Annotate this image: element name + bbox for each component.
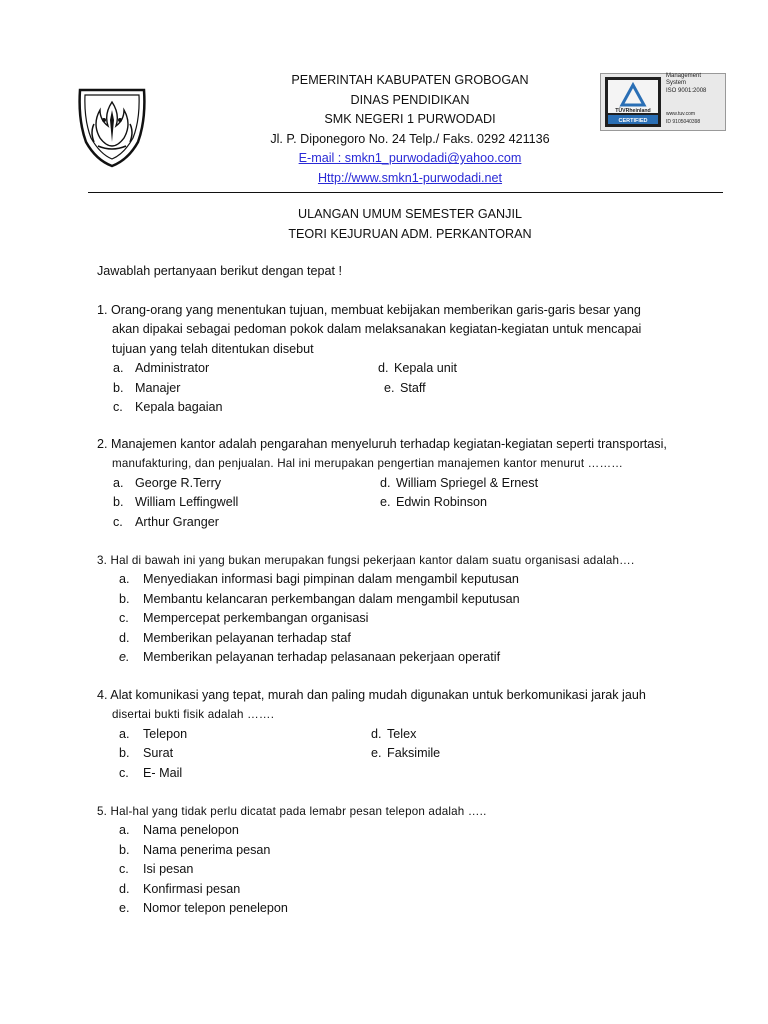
option-d[interactable] — [380, 474, 539, 493]
option-row — [97, 821, 723, 840]
option-letter: b. — [113, 495, 124, 510]
option-row — [97, 725, 723, 744]
option-text: Arthur Granger — [135, 514, 219, 529]
option-text: George R.Terry — [135, 475, 222, 490]
option-a[interactable] — [113, 474, 222, 493]
question-stem-cont: akan dipakai sebagai pedoman pokok dalam melaksanakan kegiatan-kegiatan untuk mencapai — [112, 322, 642, 337]
option-text: Manajer — [135, 380, 181, 395]
option-row — [97, 860, 723, 879]
option-text: Administrator — [135, 361, 210, 376]
option-text: Isi pesan — [143, 862, 194, 877]
cert-small-line: ID 9105040398 — [666, 118, 701, 125]
exam-title-line2: TEORI KEJURUAN ADM. PERKANTORAN — [288, 226, 532, 241]
option-a[interactable] — [119, 821, 239, 840]
option-letter: c. — [113, 400, 123, 414]
option-letter: d. — [380, 475, 391, 490]
option-row — [97, 899, 723, 918]
option-row — [97, 629, 723, 648]
option-text: Kepala bagaian — [135, 400, 223, 414]
option-row — [97, 379, 723, 398]
email-link[interactable]: E-mail : smkn1_purwodadi@yahoo.com — [298, 151, 522, 166]
question-2 — [97, 435, 723, 532]
option-letter: a. — [119, 572, 130, 587]
question-stem-cont: tujuan yang telah ditentukan disebut — [112, 341, 314, 356]
option-row — [97, 474, 723, 493]
option-d[interactable] — [378, 359, 458, 378]
question-5 — [97, 802, 723, 918]
question-3 — [97, 551, 723, 667]
cert-line: Management — [666, 73, 702, 79]
option-letter: a. — [113, 475, 124, 490]
letterhead — [230, 71, 590, 189]
option-row — [97, 570, 723, 589]
option-e[interactable] — [384, 379, 426, 398]
question-4 — [97, 686, 723, 783]
option-b[interactable] — [113, 379, 181, 398]
option-text: Faksimile — [387, 746, 441, 761]
letterhead-address: Jl. P. Diponegoro No. 24 Telp./ Faks. 0292 421136 — [270, 131, 550, 146]
option-text: Staff — [400, 380, 426, 395]
option-letter: c. — [113, 514, 123, 529]
option-e[interactable] — [119, 648, 501, 667]
question-stem: 1. Orang-orang yang menentukan tujuan, membuat kebijakan memberikan garis-garis besar yang — [97, 303, 641, 317]
option-letter: a. — [119, 823, 130, 838]
option-letter: e. — [384, 380, 395, 395]
option-text: Nomor telepon penelepon — [143, 900, 288, 915]
option-letter: d. — [119, 881, 130, 896]
option-b[interactable] — [119, 841, 271, 860]
option-letter: e. — [119, 649, 130, 664]
letterhead-government: PEMERINTAH KABUPATEN GROBOGAN — [291, 73, 529, 87]
option-text: Mempercepat perkembangan organisasi — [143, 611, 369, 626]
option-a[interactable] — [119, 725, 188, 744]
cert-line: System — [666, 80, 687, 87]
option-row — [97, 398, 723, 417]
letterhead-school: SMK NEGERI 1 PURWODADI — [324, 112, 496, 127]
cert-small-line: www.tuv.com — [666, 111, 696, 118]
option-e[interactable] — [119, 899, 288, 918]
option-text: Membantu kelancaran perkembangan dalam mengambil keputusan — [143, 591, 520, 606]
question-stem: 2. Manajemen kantor adalah pengarahan menyeluruh terhadap kegiatan-kegiatan seperti transportasi, — [97, 437, 667, 451]
question-stem-cont: disertai bukti fisik adalah ……. — [112, 708, 275, 722]
option-c[interactable] — [113, 513, 219, 532]
option-row — [97, 841, 723, 860]
option-letter: d. — [119, 630, 130, 645]
option-a[interactable] — [113, 359, 210, 378]
cert-line: ISO 9001:2008 — [666, 87, 707, 94]
badge-brand: TÜVRheinland — [615, 108, 651, 114]
option-text: Kepala unit — [394, 361, 458, 376]
option-row — [97, 609, 723, 628]
option-letter: b. — [119, 746, 130, 761]
option-letter: d. — [378, 361, 389, 376]
option-b[interactable] — [119, 744, 174, 763]
option-b[interactable] — [113, 493, 239, 512]
question-stem-cont: manufakturing, dan penjualan. Hal ini merupakan pengertian manajemen kantor menurut ……… — [112, 457, 624, 471]
option-row — [97, 764, 723, 783]
question-stem: 3. Hal di bawah ini yang bukan merupakan fungsi pekerjaan kantor dalam suatu organisasi adalah…. — [97, 554, 635, 567]
option-text: Memberikan pelayanan terhadap pelasanaan pekerjaan operatif — [143, 649, 501, 664]
option-text: Nama penerima pesan — [143, 842, 271, 857]
option-row — [97, 359, 723, 378]
option-row — [97, 513, 723, 532]
option-text: Nama penelopon — [143, 823, 239, 838]
option-letter: e. — [371, 746, 382, 761]
grobogan-emblem-icon — [72, 80, 152, 170]
exam-title — [230, 205, 590, 244]
option-letter: c. — [119, 765, 129, 780]
option-letter: b. — [119, 591, 130, 606]
option-letter: c. — [119, 862, 129, 877]
question-stem: 5. Hal-hal yang tidak perlu dicatat pada lemabr pesan telepon adalah ….. — [97, 805, 487, 818]
option-text: William Leffingwell — [135, 495, 239, 510]
option-text: Telepon — [143, 726, 188, 741]
option-e[interactable] — [380, 493, 488, 512]
instruction: Jawablah pertanyaan berikut dengan tepat ! — [97, 264, 343, 278]
option-letter: a. — [119, 726, 130, 741]
option-row — [97, 590, 723, 609]
option-letter: b. — [119, 842, 130, 857]
option-row — [97, 744, 723, 763]
option-row — [97, 648, 723, 667]
option-letter: c. — [119, 611, 129, 626]
option-text: Surat — [143, 746, 174, 761]
option-letter: b. — [113, 380, 124, 395]
letterhead-divider — [88, 192, 723, 193]
badge-label: CERTIFIED — [618, 118, 648, 124]
option-e[interactable] — [371, 744, 441, 763]
option-text: E- Mail — [143, 765, 183, 780]
option-row — [97, 493, 723, 512]
option-text: Memberikan pelayanan terhadap staf — [143, 630, 351, 645]
option-text: Edwin Robinson — [396, 495, 488, 510]
option-text: William Spriegel & Ernest — [396, 475, 539, 490]
letterhead-department: DINAS PENDIDIKAN — [350, 92, 470, 107]
option-letter: d. — [371, 726, 382, 741]
option-c[interactable] — [119, 764, 183, 783]
option-letter: e. — [119, 900, 130, 915]
option-d[interactable] — [119, 880, 241, 899]
question-stem: 4. Alat komunikasi yang tepat, murah dan paling mudah digunakan untuk berkomunikasi jarak jauh — [97, 688, 646, 702]
option-row — [97, 880, 723, 899]
option-text: Menyediakan informasi bagi pimpinan dalam mengambil keputusan — [143, 572, 519, 587]
option-d[interactable] — [371, 725, 417, 744]
website-link[interactable]: Http://www.smkn1-purwodadi.net — [317, 170, 503, 185]
option-letter: e. — [380, 495, 391, 510]
option-a[interactable] — [119, 570, 519, 589]
certification-text — [666, 73, 726, 126]
option-c[interactable] — [119, 609, 369, 628]
question-1 — [97, 301, 723, 417]
option-text: Konfirmasi pesan — [143, 881, 241, 896]
option-b[interactable] — [119, 590, 520, 609]
option-c[interactable] — [119, 860, 194, 879]
option-d[interactable] — [119, 629, 351, 648]
option-c[interactable] — [113, 398, 223, 417]
option-letter: a. — [113, 361, 124, 376]
exam-title-line1: ULANGAN UMUM SEMESTER GANJIL — [298, 207, 522, 221]
option-text: Telex — [387, 726, 417, 741]
